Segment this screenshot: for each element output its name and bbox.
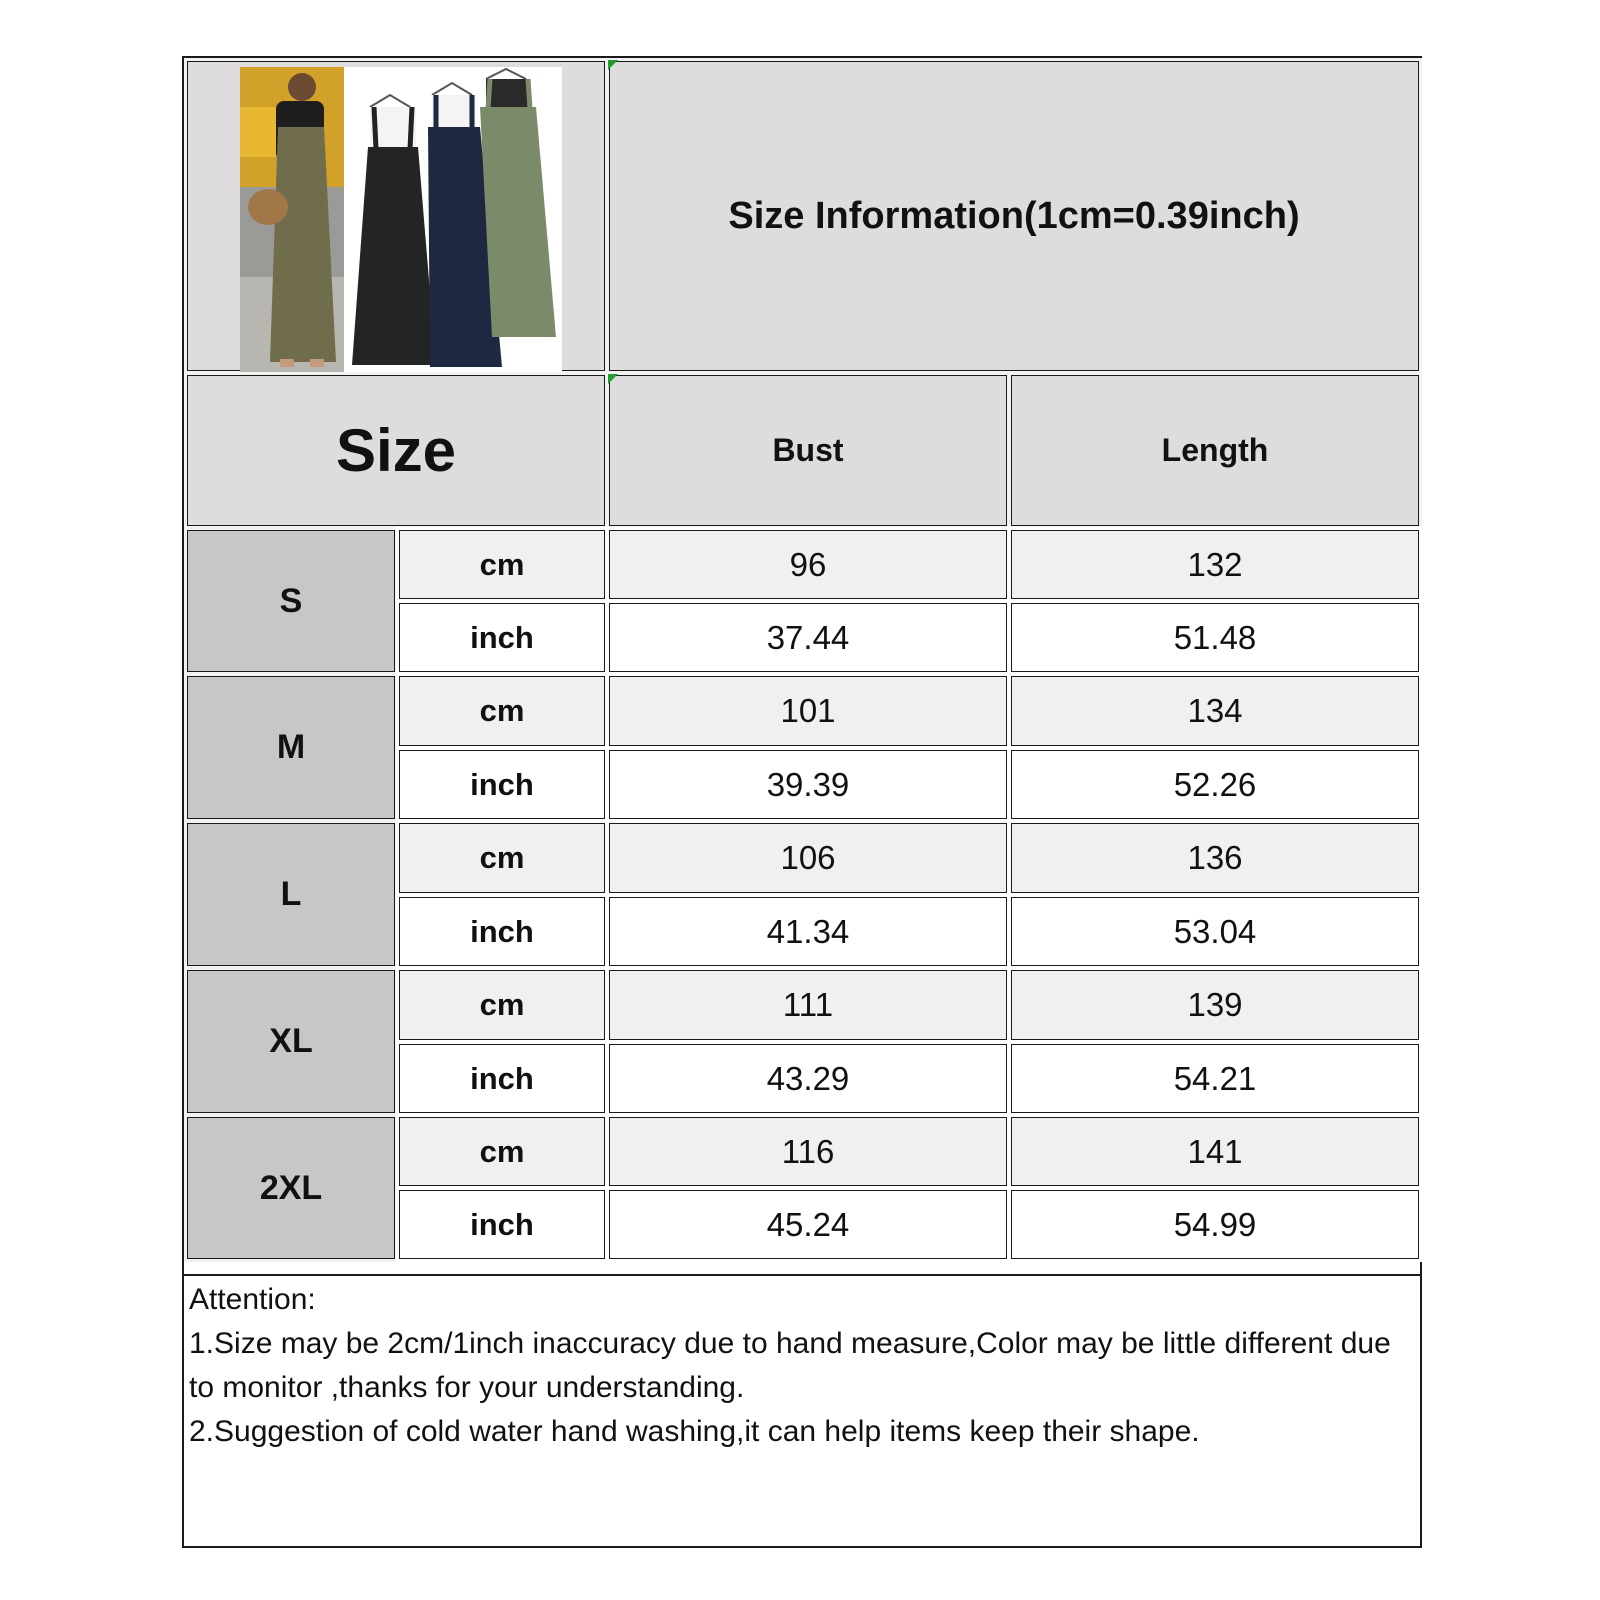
unit-cell-inch [396, 1041, 608, 1116]
length-value: 141 [1187, 1132, 1243, 1170]
unit-label: inch [470, 1060, 534, 1096]
length-column-header [1008, 372, 1422, 529]
size-cell-m [184, 673, 398, 822]
unit-label: cm [479, 1133, 525, 1169]
length-value-cell [1008, 1041, 1422, 1116]
size-information-title-cell [606, 58, 1422, 374]
product-photo [240, 67, 562, 372]
attention-line-2: 2.Suggestion of cold water hand washing,it can help items keep their shape. [189, 1415, 1200, 1448]
length-value: 139 [1187, 986, 1243, 1023]
unit-label: cm [479, 693, 525, 728]
bust-value: 39.39 [766, 765, 850, 803]
bust-value-cell [606, 967, 1010, 1043]
unit-label: cm [479, 546, 525, 582]
unit-label: inch [470, 766, 534, 802]
length-value: 136 [1187, 839, 1243, 876]
bust-value: 111 [782, 986, 834, 1023]
bust-value: 43.29 [766, 1059, 850, 1097]
unit-cell-cm [396, 527, 608, 602]
size-cell-2xl [184, 1114, 398, 1262]
attention-line-1: 1.Size may be 2cm/1inch inaccuracy due to hand measure,Color may be little different due to monitor ,thanks for your understanding. [189, 1327, 1391, 1404]
length-value-cell [1008, 747, 1422, 822]
product-photo-cell [184, 58, 608, 374]
bust-value-cell [606, 1041, 1010, 1116]
bust-value-cell [606, 600, 1010, 675]
attention-notes [189, 1278, 1417, 1454]
unit-cell-inch [396, 600, 608, 675]
length-value: 134 [1187, 692, 1243, 729]
bust-value: 37.44 [766, 618, 850, 656]
unit-cell-cm [396, 967, 608, 1043]
overalls-illustration [240, 67, 562, 372]
size-label: 2XL [259, 1168, 323, 1207]
length-value-cell [1008, 1187, 1422, 1262]
size-cell-s [184, 527, 398, 675]
size-header-label: Size [335, 417, 457, 484]
size-cell-xl [184, 967, 398, 1116]
bust-value: 41.34 [766, 912, 850, 950]
length-value: 54.99 [1173, 1205, 1257, 1243]
size-cell-l [184, 820, 398, 969]
unit-label: cm [479, 840, 525, 875]
length-value-cell [1008, 894, 1422, 969]
length-value-cell [1008, 1114, 1422, 1189]
unit-cell-cm [396, 673, 608, 749]
unit-cell-inch [396, 1187, 608, 1262]
length-value: 54.21 [1173, 1059, 1257, 1097]
unit-label: inch [470, 913, 534, 949]
attention-heading: Attention: [189, 1283, 316, 1316]
size-chart-sheet [182, 56, 1422, 1548]
length-value-cell [1008, 600, 1422, 675]
bust-header-label: Bust [772, 432, 844, 468]
bust-value-cell [606, 673, 1010, 749]
bust-value: 116 [781, 1132, 835, 1170]
length-value: 51.48 [1173, 618, 1257, 656]
size-label: XL [269, 1022, 313, 1060]
size-label: L [280, 875, 302, 913]
length-header-label: Length [1161, 432, 1269, 468]
size-label: M [276, 728, 306, 766]
bust-value-cell [606, 1114, 1010, 1189]
size-column-header [184, 372, 608, 529]
unit-label: inch [470, 1206, 534, 1242]
bust-column-header [606, 372, 1010, 529]
unit-cell-cm [396, 1114, 608, 1189]
cell-marker-icon [608, 374, 618, 384]
cell-marker-icon [608, 60, 618, 70]
bust-value-cell [606, 527, 1010, 602]
length-value-cell [1008, 967, 1422, 1043]
bust-value: 96 [789, 545, 827, 583]
bust-value: 45.24 [766, 1205, 850, 1243]
length-value: 132 [1187, 545, 1243, 583]
length-value: 53.04 [1173, 912, 1257, 950]
size-information-title: Size Information(1cm=0.39inch) [728, 194, 1300, 237]
unit-label: inch [470, 619, 534, 655]
bust-value-cell [606, 747, 1010, 822]
size-label: S [279, 581, 303, 620]
bust-value-cell [606, 1187, 1010, 1262]
length-value-cell [1008, 527, 1422, 602]
unit-cell-inch [396, 894, 608, 969]
bust-value: 101 [780, 692, 836, 729]
bust-value-cell [606, 894, 1010, 969]
length-value-cell [1008, 673, 1422, 749]
unit-cell-inch [396, 747, 608, 822]
length-value-cell [1008, 820, 1422, 896]
bust-value-cell [606, 820, 1010, 896]
unit-cell-cm [396, 820, 608, 896]
bust-value: 106 [780, 839, 836, 876]
length-value: 52.26 [1173, 765, 1257, 803]
unit-label: cm [479, 987, 525, 1022]
table-bottom-divider [184, 1274, 1422, 1276]
